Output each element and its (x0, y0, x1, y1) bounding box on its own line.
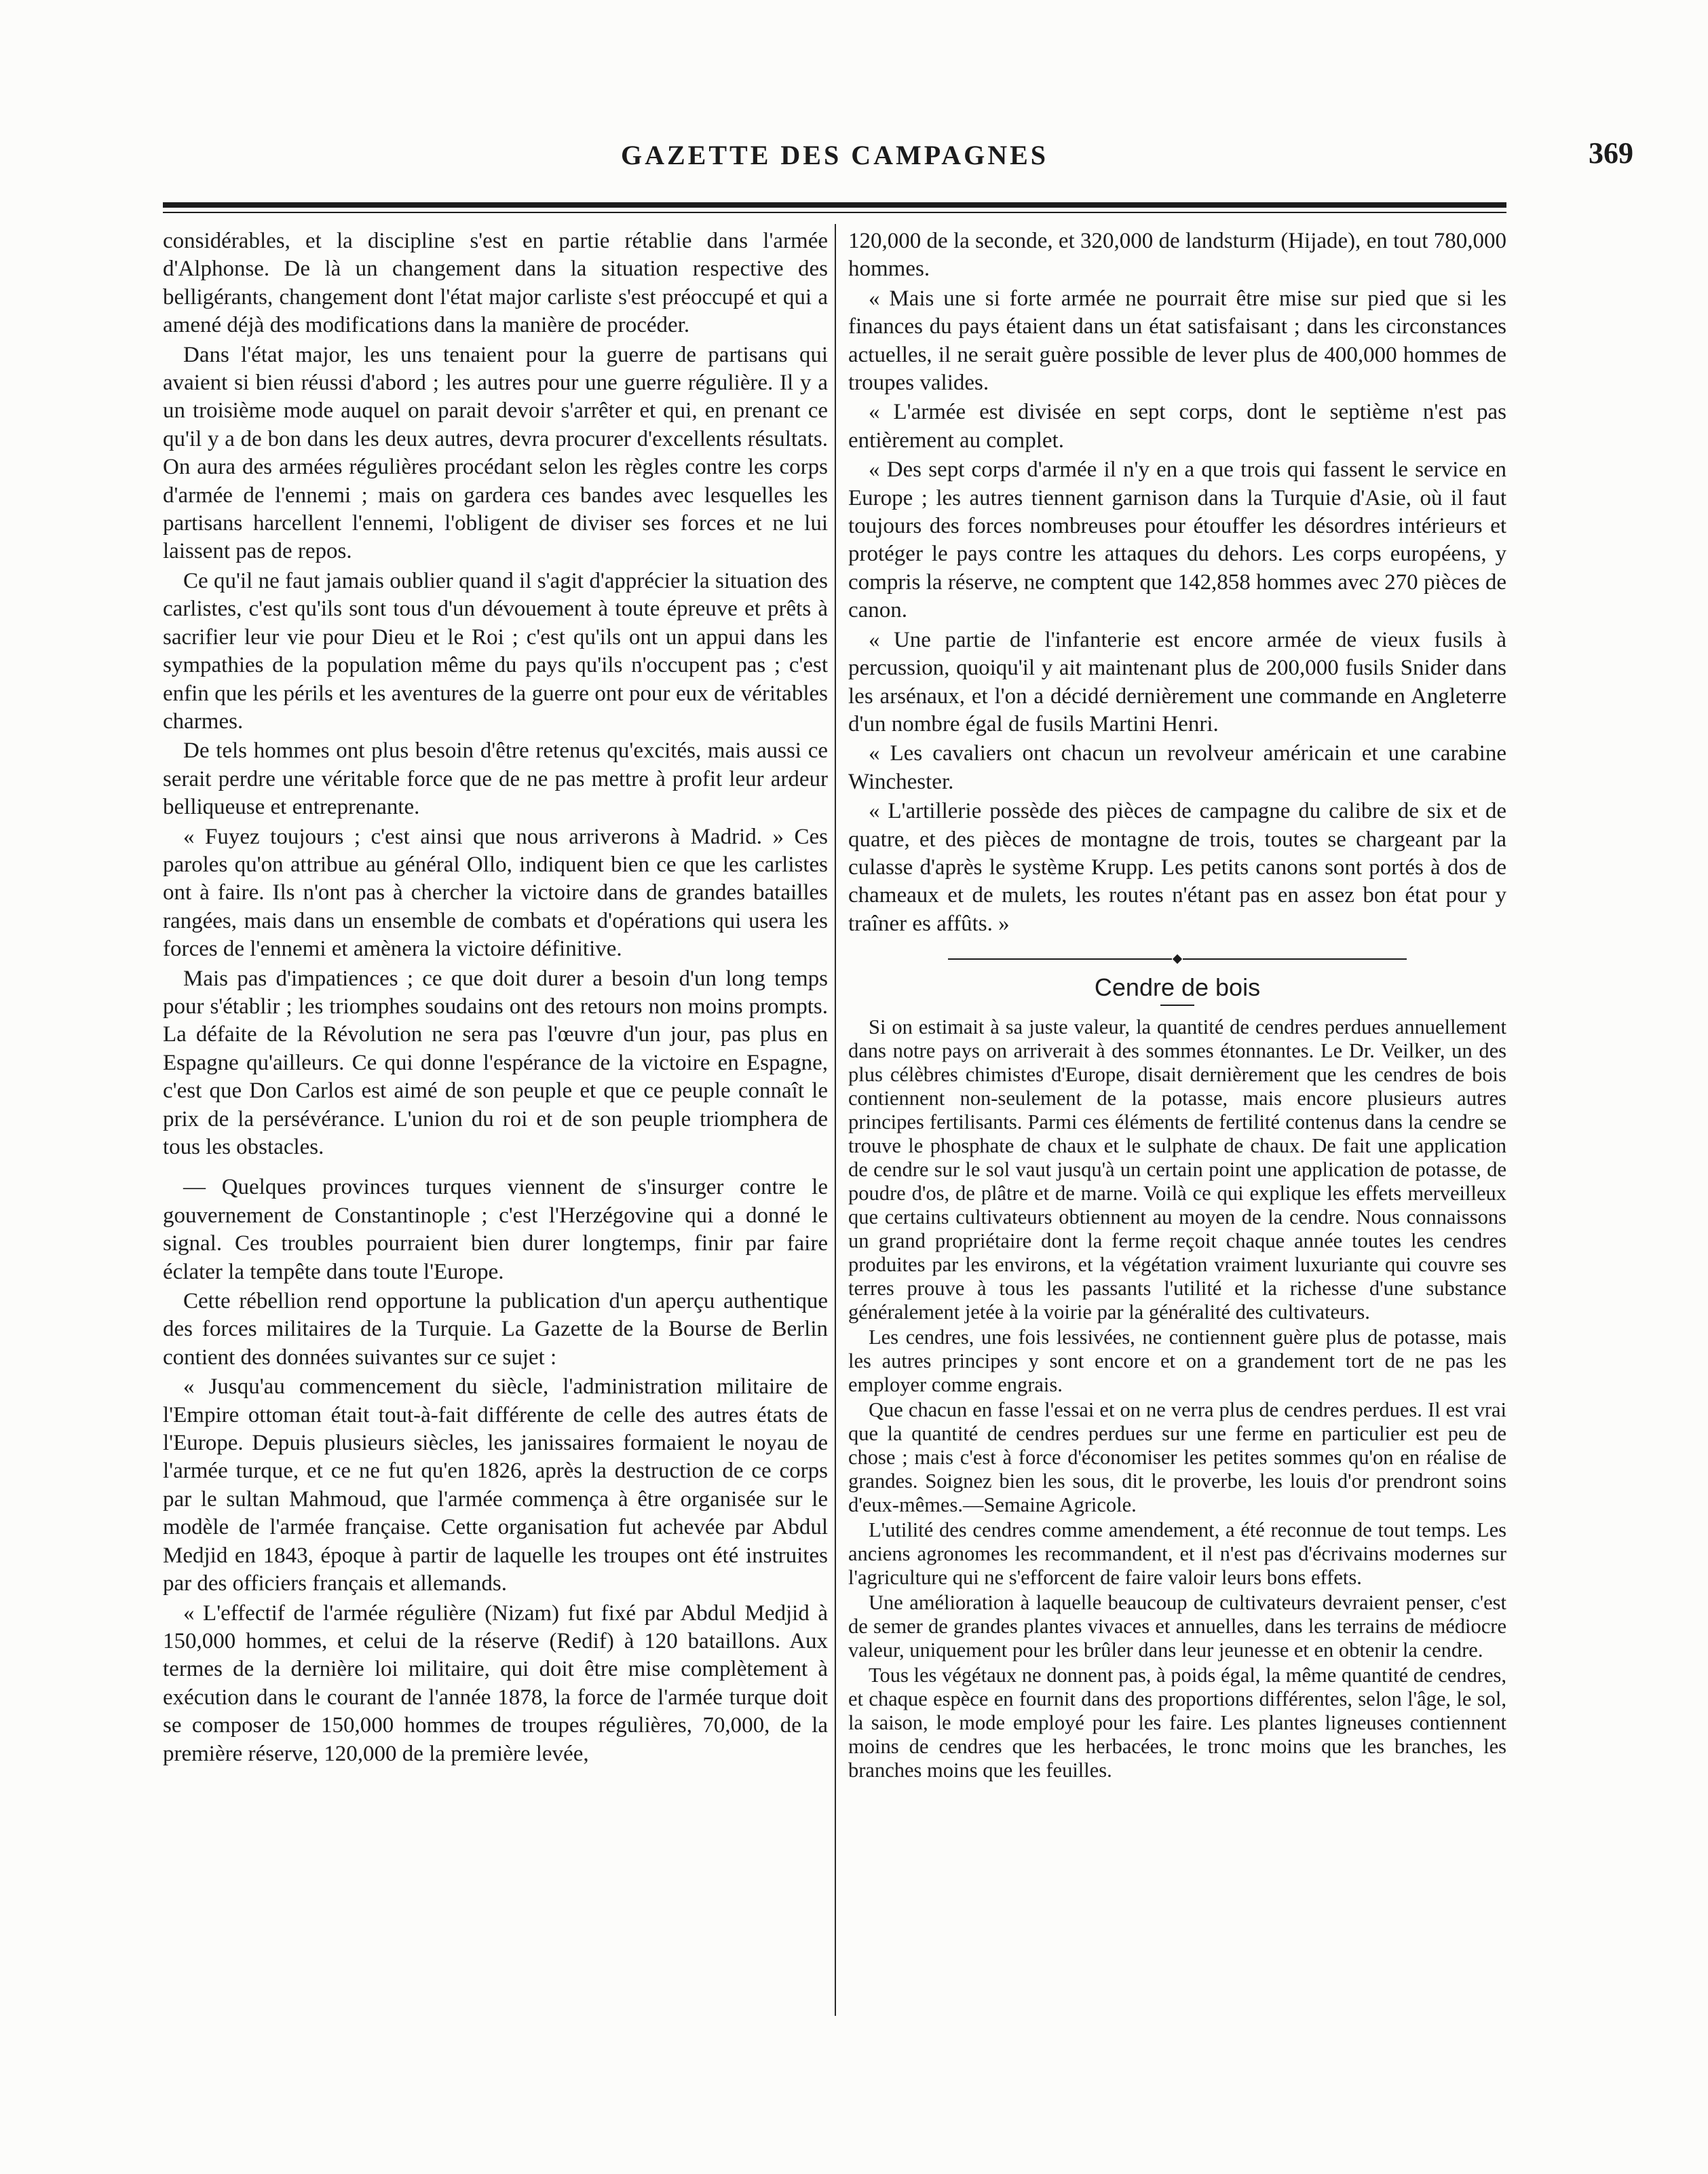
paragraph: Ce qu'il ne faut jamais oublier quand il s'agit d'apprécier la situation des carlistes, c'est qu'ils sont tous d'un dévouement à toute épreuve et prêts à sacrifier leur vie pour Dieu et le Roi ; c'est qu'ils ont un appui dans les sympathies de la population même du pays qu'ils n'occupent pas ; c'est enfin que les périls et les aventures de la guerre ont pour eux de véritables charmes. (163, 568, 828, 734)
paragraph: Les cendres, une fois lessivées, ne contiennent guère plus de potasse, mais les autres principes y sont encore et on a grandement tort de ne pas les employer comme engrais. (848, 1325, 1506, 1396)
paragraph: De tels hommes ont plus besoin d'être retenus qu'excités, mais aussi ce serait perdre une véritable force que de ne pas mettre à profit leur ardeur belliqueuse et entreprenante. (163, 738, 828, 820)
paragraph: Une amélioration à laquelle beaucoup de cultivateurs devraient penser, c'est de semer de grandes plantes vivaces et annuelles, dans les terrains de médiocre valeur, uniquement pour les brûler dans leur jeunesse et en obtenir la cendre. (848, 1590, 1506, 1662)
article-body (848, 1015, 1506, 1782)
header-rule-thick (163, 202, 1506, 208)
paragraph: — Quelques provinces turques viennent de s'insurger contre le gouvernement de Constantinople ; c'est l'Herzégovine qui a donné le signal. Ces troubles pourraient bien durer longtemps, finir par faire éclater la tempête dans toute l'Europe. (163, 1175, 828, 1284)
paragraph: Mais pas d'impatiences ; ce que doit durer a besoin d'un long temps pour s'établir ; les triomphes soudains ont des retours non moins prompts. La défaite de la Révolution ne sera pas l'œuvre d'un jour, pas plus en Espagne qu'ailleurs. Ce qui donne l'espérance de la victoire en Espagne, c'est que Don Carlos est aimé de son peuple et que ce peuple connaît le prix de la persévérance. L'union du roi et de son peuple triomphera de tous les obstacles. (163, 966, 828, 1159)
paragraph: « Mais une si forte armée ne pourrait être mise sur pied que si les finances du pays étaient dans un état satisfaisant ; dans les circonstances actuelles, il ne serait guère possible de lever plus de 400,000 hommes de troupes valides. (848, 286, 1506, 396)
paragraph: Dans l'état major, les uns tenaient pour la guerre de partisans qui avaient si bien réussi d'abord ; les autres pour une guerre régulière. Il y a un troisième mode auquel on parait devoir s'arrêter et qui, en prenant ce qu'il y a de bon dans les deux autres, devra procurer d'excellents résultats. On aura des armées régulières procédant selon les règles contre les corps d'armée de l'ennemi ; mais on gardera ces bandes avec lesquelles les partisans harcellent l'ennemi, l'obligent de diviser ses forces et ne lui laissent pas de repos. (163, 342, 828, 564)
page-number: 369 (1589, 136, 1633, 170)
paragraph: « Fuyez toujours ; c'est ainsi que nous arriverons à Madrid. » Ces paroles qu'on attribue au général Ollo, indiquent bien ce que les carlistes ont à faire. Ils n'ont pas à chercher la victoire dans de grandes batailles rangées, mais dans un ensemble de combats et d'opérations qui usera les forces de l'ennemi et amènera la victoire définitive. (163, 824, 828, 962)
paragraph: « L'armée est divisée en sept corps, dont le septième n'est pas entièrement au complet. (848, 400, 1506, 453)
column-divider (835, 224, 836, 2016)
section-separator (848, 956, 1506, 962)
paragraph: 120,000 de la seconde, et 320,000 de landsturm (Hijade), en tout 780,000 hommes. (848, 229, 1506, 282)
right-column (848, 227, 1506, 1782)
paragraph: « Des sept corps d'armée il n'y en a que trois qui fassent le service en Europe ; les autres tiennent garnison dans la Turquie d'Asie, où il faut toujours des forces nombreuses pour étouffer les désordres intérieurs et protéger le pays contre les attaques du dehors. Les corps européens, y compris la réserve, ne comptent que 142,858 hommes avec 270 pièces de canon. (848, 457, 1506, 623)
page-header-title: GAZETTE DES CAMPAGNES (620, 140, 1048, 170)
paragraph: Si on estimait à sa juste valeur, la quantité de cendres perdues annuellement dans notre pays on arriverait à des sommes étonnantes. Le Dr. Veilker, un des plus célèbres chimistes d'Europe, disait dernièrement que les cendres de bois contiennent non-seulement de la potasse, mais encore plusieurs autres principes fertilisants. Parmi ces éléments de fertilité contenus dans la cendre se trouve le phosphate de chaux et le sulphate de chaux. De fait une application de cendre sur le sol vaut jusqu'à un certain point une application de potasse, de poudre d'os, de plâtre et de marne. Voilà ce qui explique les effets merveilleux que certains cultivateurs obtiennent au moyen de la cendre. Nous connaissons un grand propriétaire dont la ferme reçoit chaque année toutes les cendres produites par les environs, et la végétation vraiment luxuriante qui couvre ses terres prouve à tous les passants l'utilité et la richesse d'une substance généralement jetée à la voirie par la généralité des cultivateurs. (848, 1015, 1506, 1324)
paragraph: Que chacun en fasse l'essai et on ne verra plus de cendres perdues. Il est vrai que la quantité de cendres perdues sur une ferme en particulier est peu de chose ; mais c'est à force d'économiser les petites sommes qu'on en réalise de grandes. Soignez bien les sous, dit le proverbe, les louis d'or prendront soins d'eux-mêmes.—Semaine Agricole. (848, 1398, 1506, 1516)
paragraph: L'utilité des cendres comme amendement, a été reconnue de tout temps. Les anciens agronomes les recommandent, et il n'est pas d'écrivains modernes sur l'agriculture qui ne s'efforcent de faire valoir leurs bons effets. (848, 1518, 1506, 1589)
paragraph: « L'effectif de l'armée régulière (Nizam) fut fixé par Abdul Medjid à 150,000 hommes, et celui de la réserve (Redif) à 120 bataillons. Aux termes de la dernière loi militaire, qui doit être mise complètement à exécution dans le courant de l'année 1878, la force de l'armée turque doit se composer de 150,000 hommes de troupes régulières, 70,000, de la première réserve, 120,000 de la première levée, (163, 1600, 828, 1766)
paragraph: Cette rébellion rend opportune la publication d'un aperçu authentique des forces militaires de la Turquie. La Gazette de la Bourse de Berlin contient des données suivantes sur ce sujet : (163, 1289, 828, 1370)
header-rule-thin (163, 212, 1506, 213)
paragraph: « Jusqu'au commencement du siècle, l'administration militaire de l'Empire ottoman était tout-à-fait différente de celle des autres états de l'Europe. Depuis plusieurs siècles, les janissaires formaient le noyau de l'armée turque, et ce ne fut qu'en 1826, après la destruction de ce corps par le sultan Mahmoud, que l'armée commença à être organisée sur le modèle de l'armée française. Cette organisation fut achevée par Abdul Medjid en 1843, époque à partir de laquelle les troupes ont été instruites par des officiers français et allemands. (163, 1374, 828, 1596)
paragraph: Tous les végétaux ne donnent pas, à poids égal, la même quantité de cendres, et chaque espèce en fournit dans des proportions différentes, selon l'âge, le sol, la saison, le mode employé pour les faire. Les plantes ligneuses contiennent moins de cendres que les herbacées, le tronc moins que les branches, les branches moins que les feuilles. (848, 1663, 1506, 1782)
paragraph: « Une partie de l'infanterie est encore armée de vieux fusils à percussion, quoiqu'il y ait maintenant plus de 200,000 fusils Snider dans les arsénaux, et l'on a décidé dernièrement une commande en Angleterre d'un nombre égal de fusils Martini Henri. (848, 627, 1506, 736)
paragraph: « Les cavaliers ont chacun un revolveur américain et une carabine Winchester. (848, 741, 1506, 794)
paragraph: considérables, et la discipline s'est en partie rétablie dans l'armée d'Alphonse. De là un changement dans la situation respective des belligérants, changement dont l'état major carliste s'est préoccupé et qui a amené déjà des modifications dans la manière de procéder. (163, 229, 828, 338)
left-column (163, 227, 828, 1768)
paragraph: « L'artillerie possède des pièces de campagne du calibre de six et de quatre, et des pièces de montagne de trois, toutes se chargeant par la culasse d'après le système Krupp. Les petits canons sont portés à dos de chameaux et de mulets, les routes n'étant pas en assez bon état pour y traîner es affûts. » (848, 799, 1506, 936)
title-underline (1160, 1005, 1194, 1006)
article-title: Cendre de bois (1094, 973, 1261, 1002)
